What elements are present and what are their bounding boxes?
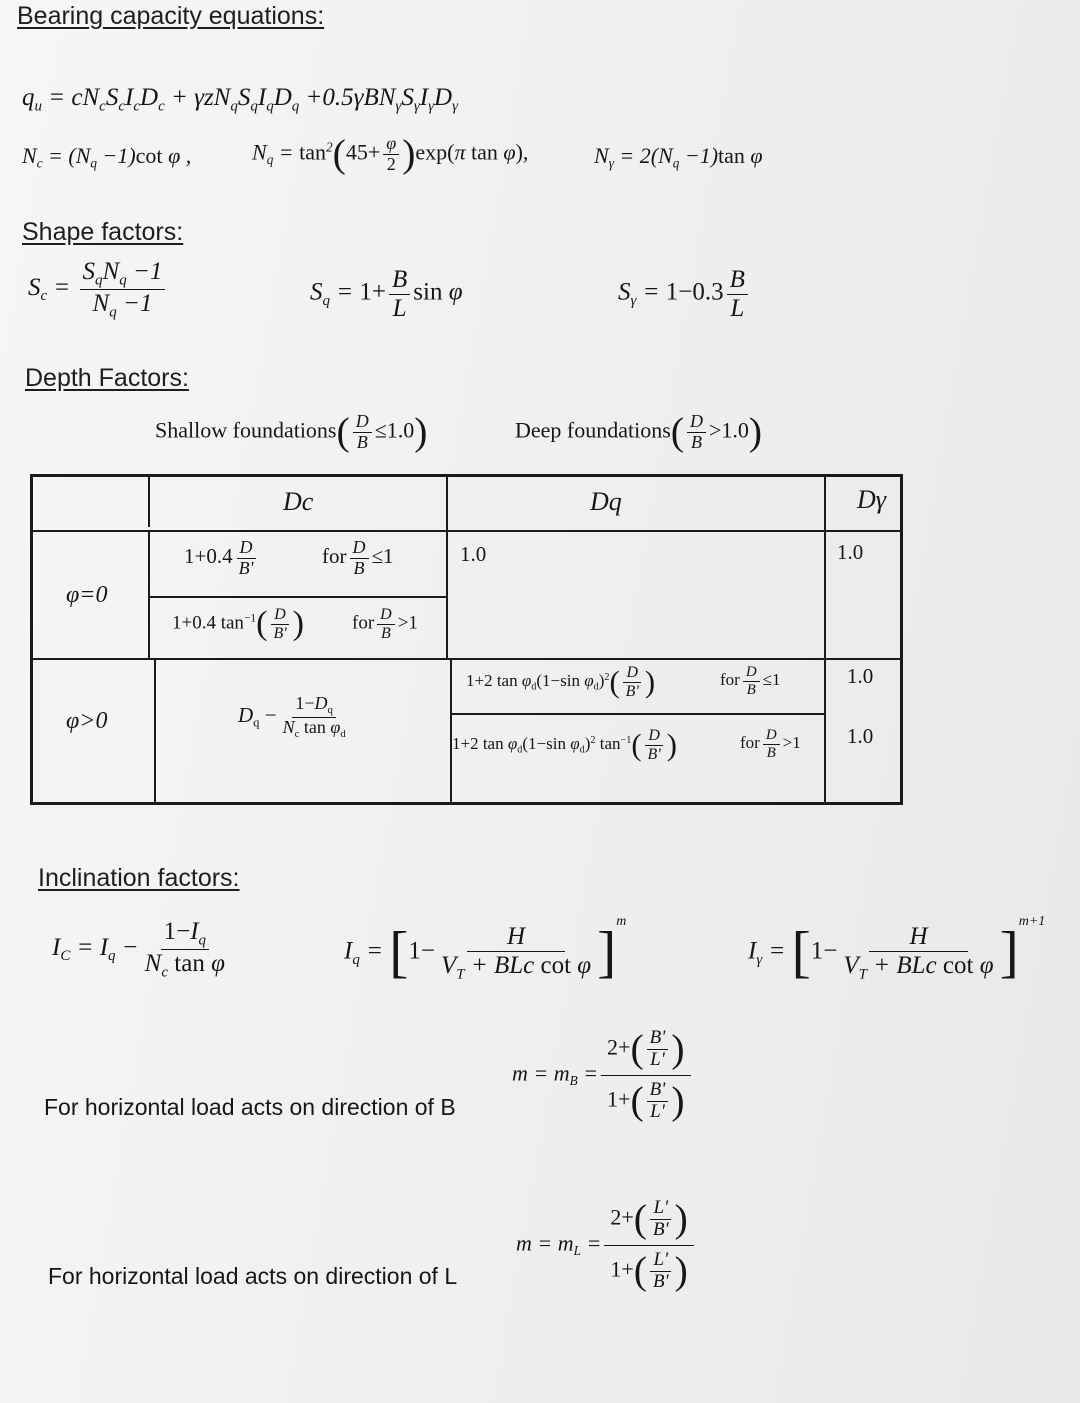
dq-phi-positive-deep: 1+2 $\tan \varphi_d(1-\sin$ $\varphi_d)^2$ $\tan^{-1}$( $\frac{D}{B'}$ ) <box>452 727 677 763</box>
dgamma-phi-positive-deep: 1.0 <box>847 724 874 748</box>
sc-equation: $S_c$ = $\frac{S_qN_q -1}{N_q -1}$ <box>28 258 168 321</box>
page-title: Bearing capacity equations: <box>17 2 325 30</box>
shape-factors-heading: Shape factors: <box>22 218 184 246</box>
dc-phi0-deep-cond: for $\frac{D}{B}$ >1 <box>352 606 418 642</box>
table-divider <box>452 713 824 715</box>
dc-phi0-shallow-cond: for $\frac{D}{B}$ ≤1 <box>322 537 394 578</box>
depth-factors-heading: Depth Factors: <box>25 364 189 392</box>
table-divider <box>33 658 901 660</box>
ml-equation: $m = m_L$ = 2+( $\frac{L'}{B'}$ ) 1+( $\frac{L'}{B'}$ ) <box>516 1194 697 1297</box>
mb-equation: $m = m_B$ = 2+( $\frac{B'}{L'}$ ) 1+( $\frac{B'}{L'}$ ) <box>512 1024 694 1127</box>
dq-phi-positive-shallow: 1+2 $\tan \varphi_d(1-\sin$ $\varphi_d)^2$( $\frac{D}{B'}$ ) <box>466 664 656 700</box>
deep-foundations-label: Deep foundations( $\frac{D}{B}$ >1.0) <box>515 409 763 454</box>
ngamma-equation: $N_\gamma = 2(N_q -1)\tan$ φ <box>594 143 763 171</box>
inclination-factors-heading: Inclination factors: <box>38 864 240 892</box>
sq-equation: $S_q = 1+$ $\frac{B}{L}$ sin φ <box>310 266 463 322</box>
dgamma-phi0: 1.0 <box>837 540 864 564</box>
load-direction-b-label: For horizontal load acts on direction of B <box>44 1094 456 1120</box>
row-label-phi-zero: φ=0 <box>66 582 108 608</box>
header-dc: Dc <box>283 487 314 516</box>
header-dgamma: Dγ <box>857 485 887 514</box>
bearing-capacity-equation: $q_u = cN_cS_cI_cD_c + \gamma zN_qS_qI_qD_q +0.5\gamma BN_\gamma S_\gamma I_\gamma D_\gamma$ <box>22 84 458 115</box>
dq-phi-positive-shallow-cond: for $\frac{D}{B}$ ≤1 <box>720 664 781 698</box>
header-dq: Dq <box>590 487 622 516</box>
dc-phi0-shallow: 1+0.4 $\frac{D}{B'}$ <box>184 538 259 579</box>
dgamma-phi-positive-shallow: 1.0 <box>847 664 874 688</box>
table-divider <box>150 596 446 598</box>
ic-equation: $I_C = I_q$ − $\frac{1-I_q}{N_c \tan \varphi}$ <box>52 918 225 980</box>
table-divider <box>33 530 901 532</box>
dq-phi0: 1.0 <box>460 542 487 566</box>
deep-label-text: Deep foundations <box>515 417 671 443</box>
shallow-label-text: Shallow foundations <box>155 417 337 443</box>
dq-phi-positive-deep-cond: for $\frac{D}{B}$ >1 <box>740 727 801 761</box>
sgamma-equation: $S_\gamma = 1-0.3$ $\frac{B}{L}$ <box>618 266 751 322</box>
dc-phi-positive: $D_q$ − $\frac{1-D_q}{N_c \tan \varphi_d}$ <box>238 693 346 740</box>
nc-equation: $N_c = (N_q -1)\cot$ φ , <box>22 143 192 171</box>
table-divider <box>154 660 156 803</box>
iq-equation: $I_q = [1-$ $\frac{H}{V_T + BLc \cot \varphi}$ ]$^m$ <box>344 914 627 985</box>
igamma-equation: $I_\gamma = [1-$ $\frac{H}{V_T + BLc \cot \varphi}$ ]$^{m+1}$ <box>748 914 1046 985</box>
dc-phi0-deep: 1+0.4 $\tan^{-1}$( $\frac{D}{B'}$ ) <box>172 604 305 642</box>
load-direction-l-label: For horizontal load acts on direction of L <box>48 1263 458 1289</box>
nq-equation: $N_q = \tan^2(45+$ $\frac{\varphi}{2}$ )exp(π tan φ), <box>252 131 529 176</box>
table-divider <box>148 477 150 527</box>
table-divider <box>824 477 826 803</box>
shallow-foundations-label: Shallow foundations( $\frac{D}{B}$ ≤1.0) <box>155 409 428 454</box>
row-label-phi-positive: φ>0 <box>66 708 108 734</box>
table-divider <box>446 477 448 660</box>
table-divider <box>148 532 150 658</box>
